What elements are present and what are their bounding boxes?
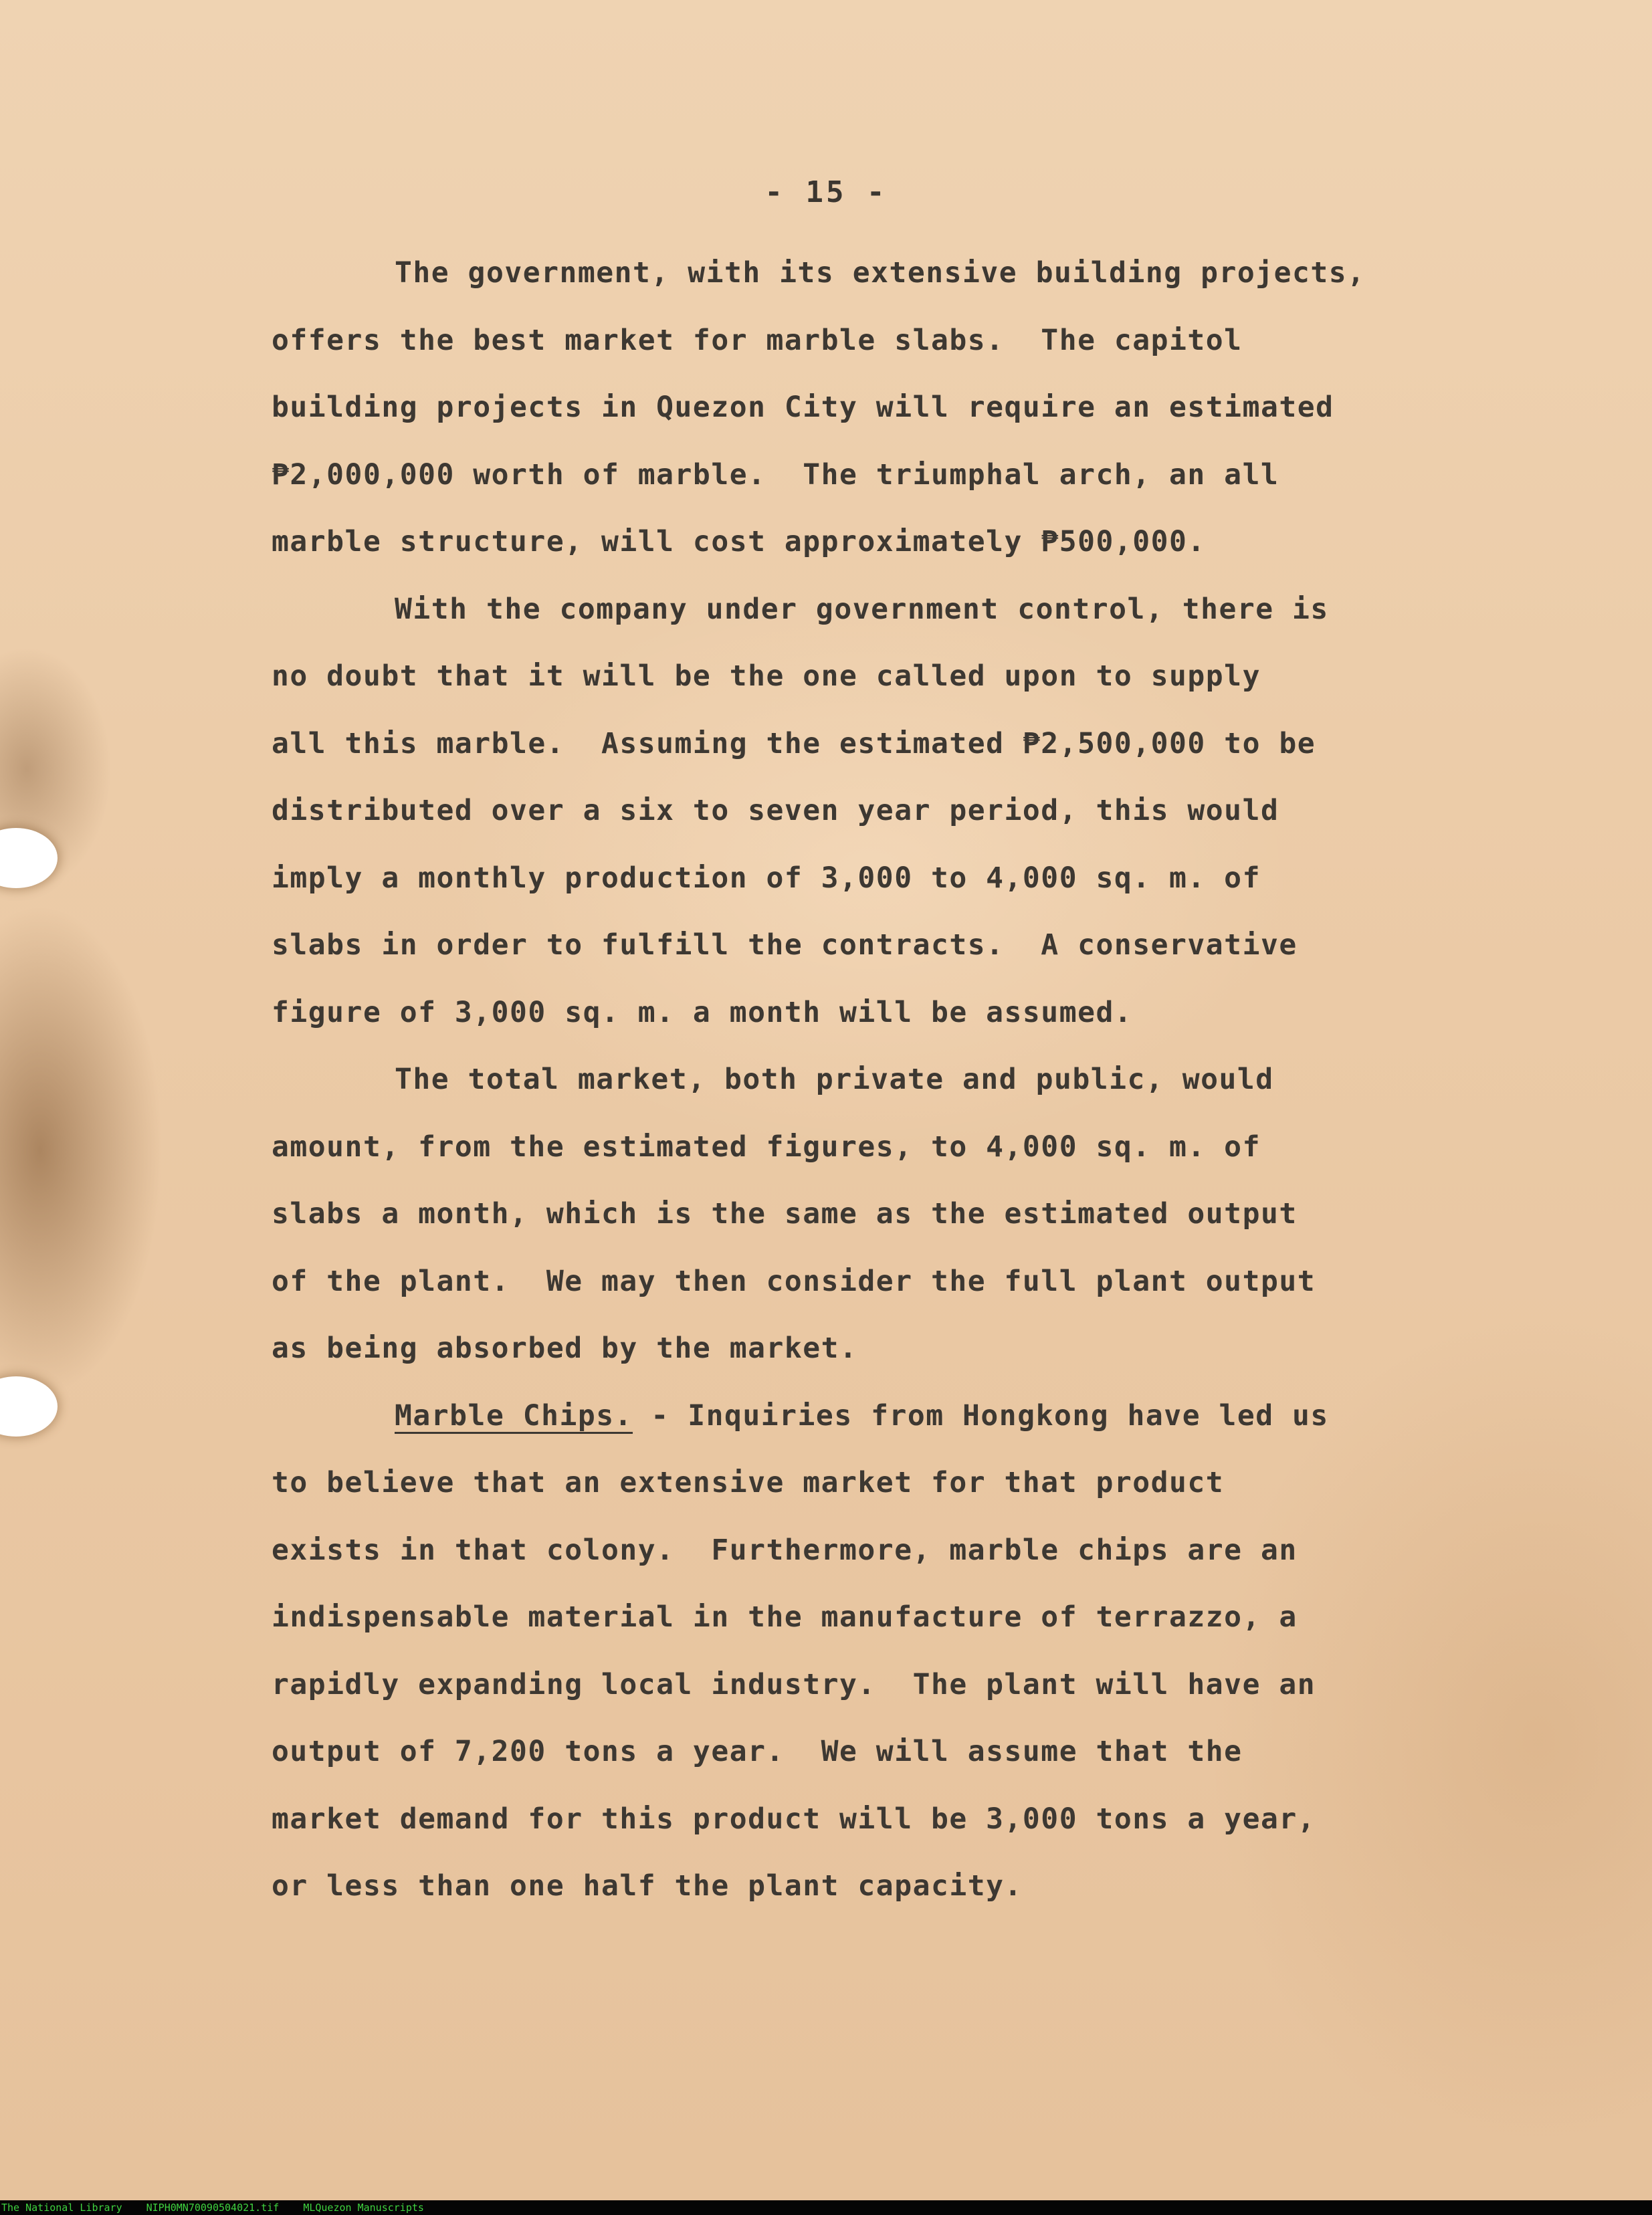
text-line: marble structure, will cost approximately ₱500,000. [272, 525, 1206, 558]
text-line: exists in that colony. Furthermore, marble chips are an [272, 1533, 1298, 1567]
text-line: amount, from the estimated figures, to 4,000 sq. m. of [272, 1130, 1261, 1164]
text-line: or less than one half the plant capacity. [272, 1869, 1023, 1903]
text-line: offers the best market for marble slabs. The capitol [272, 323, 1243, 357]
text-line: all this marble. Assuming the estimated ₱2,500,000 to be [272, 726, 1316, 760]
text-line: distributed over a six to seven year period, this would [272, 794, 1279, 827]
footer-source: The National Library [1, 2202, 122, 2214]
text-line: market demand for this product will be 3,000 tons a year, [272, 1802, 1316, 1836]
text-line: indispensable material in the manufacture of terrazzo, a [272, 1600, 1298, 1634]
paragraph-total-market [272, 1046, 1462, 1382]
paragraph-company-supply [272, 576, 1462, 1047]
footer-collection: MLQuezon Manuscripts [303, 2202, 424, 2214]
text-line: slabs in order to fulfill the contracts. A conservative [272, 928, 1298, 962]
paragraph-government-market [272, 239, 1462, 576]
section-heading-marble-chips: Marble Chips. [395, 1398, 633, 1433]
text-line: imply a monthly production of 3,000 to 4,000 sq. m. of [272, 861, 1261, 895]
text-line: The total market, both private and public, would [395, 1063, 1274, 1096]
text-line [272, 1382, 1462, 1450]
text-line: rapidly expanding local industry. The plant will have an [272, 1667, 1316, 1701]
text-line: The government, with its extensive building projects, [395, 256, 1366, 290]
binder-hole [0, 828, 58, 888]
page-number: - 15 - [764, 175, 888, 209]
paragraph-marble-chips [272, 1382, 1462, 1920]
text-line: to believe that an extensive market for that product [272, 1466, 1225, 1499]
text-line: ₱2,000,000 worth of marble. The triumphal arch, an all [272, 457, 1279, 492]
text-line: building projects in Quezon City will require an estimated [272, 391, 1334, 424]
binder-hole [0, 1376, 58, 1437]
text-line: slabs a month, which is the same as the estimated output [272, 1197, 1298, 1231]
text-line: no doubt that it will be the one called upon to supply [272, 659, 1261, 693]
text-line: With the company under government control, there is [395, 592, 1329, 626]
text-line: output of 7,200 tons a year. We will assume that the [272, 1735, 1243, 1768]
heading-continuation: - Inquiries from Hongkong have led us [633, 1398, 1329, 1433]
scan-info-bar [0, 2200, 1652, 2215]
text-line: of the plant. We may then consider the full plant output [272, 1264, 1316, 1298]
footer-file: NIPH0MN70090504021.tif [146, 2202, 280, 2214]
text-line: as being absorbed by the market. [272, 1332, 858, 1365]
body-text [272, 239, 1462, 1920]
text-line: figure of 3,000 sq. m. a month will be assumed. [272, 995, 1133, 1029]
